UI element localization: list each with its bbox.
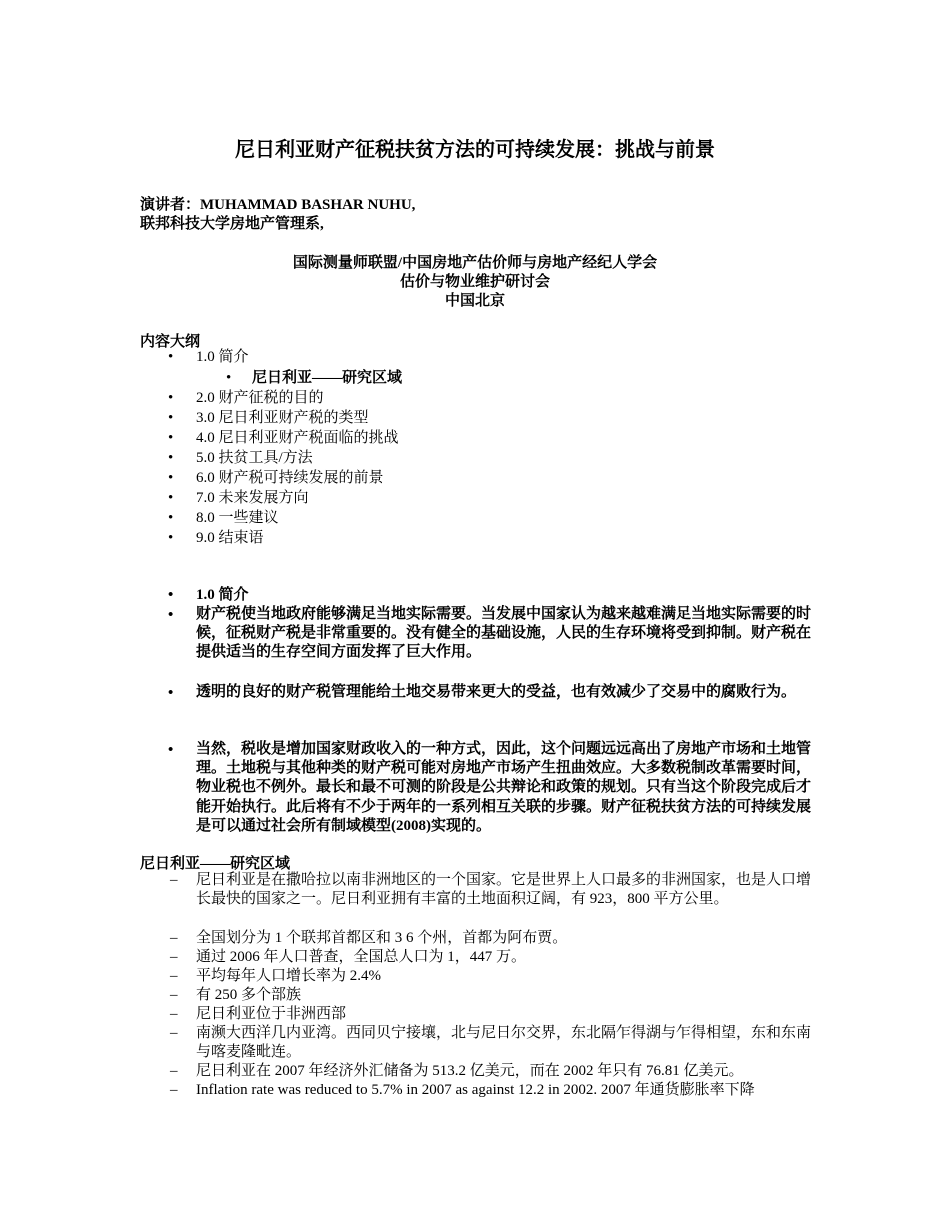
outline-heading: 内容大纲	[140, 334, 201, 350]
dash-icon: –	[170, 949, 178, 965]
dash-icon: –	[170, 968, 178, 984]
outline-item: 9.0 结束语	[196, 530, 264, 546]
dash-icon: –	[170, 1063, 178, 1079]
intro-paragraph: 透明的良好的财产税管理能给土地交易带来更大的受益，也有效减少了交易中的腐败行为。	[196, 684, 797, 700]
bullet-icon: •	[168, 430, 174, 446]
bullet-icon: •	[226, 370, 232, 386]
dash-icon: –	[170, 930, 178, 946]
outline-item: 7.0 未来发展方向	[196, 490, 309, 506]
speaker-name: 演讲者：MUHAMMAD BASHAR NUHU,	[140, 197, 416, 213]
bullet-icon: •	[168, 410, 174, 426]
outline-sub-item: 尼日利亚——研究区域	[252, 370, 403, 386]
outline-item: 1.0 简介	[196, 349, 249, 365]
study-item: 平均每年人口增长率为 2.4%	[196, 968, 381, 984]
study-area-heading: 尼日利亚——研究区域	[140, 856, 291, 872]
bullet-icon: •	[168, 349, 174, 365]
outline-item: 5.0 扶贫工具/方法	[196, 450, 313, 466]
dash-icon: –	[170, 1082, 178, 1098]
intro-paragraph: 财产税使当地政府能够满足当地实际需要。当发展中国家认为越来越难满足当地实际需要的时候，征税财产税是非常重要的。没有健全的基础设施，人民的生存环境将受到抑制。财产税在提供适当的生存空间方面发挥了巨大作用。	[196, 606, 812, 661]
seminar-name: 估价与物业维护研讨会	[399, 274, 550, 290]
study-item: Inflation rate was reduced to 5.7% in 2007 as against 12.2 in 2002. 2007 年通货膨胀率下降	[196, 1082, 755, 1098]
bullet-icon: •	[168, 390, 174, 406]
bullet-icon: •	[168, 685, 174, 701]
intro-paragraph: 当然，税收是增加国家财政收入的一种方式，因此，这个问题远远高出了房地产市场和土地管理。土地税与其他种类的财产税可能对房地产市场产生扭曲效应。大多数税制改革需要时间，物业税也不例外。最长和最不可测的阶段是公共辩论和政策的规划。只有当这个阶段完成后才能开始执行。此后将有不少于两年的一系列相互关联的步骤。财产征税扶贫方法的可持续发展是可以通过社会所有制域模型(2008)实现的。	[196, 741, 812, 834]
outline-item: 3.0 尼日利亚财产税的类型	[196, 410, 369, 426]
study-item: 尼日利亚位于非洲西部	[196, 1006, 347, 1022]
outline-item: 4.0 尼日利亚财产税面临的挑战	[196, 430, 399, 446]
location: 中国北京	[444, 293, 505, 309]
study-item: 尼日利亚在 2007 年经济外汇储备为 513.2 亿美元，而在 2002 年只有 76.81 亿美元。	[196, 1063, 744, 1079]
outline-item: 8.0 一些建议	[196, 510, 279, 526]
bullet-icon: •	[168, 587, 174, 603]
organizer-block	[0, 254, 950, 311]
bullet-icon: •	[168, 510, 174, 526]
bullet-icon: •	[168, 490, 174, 506]
outline-item: 6.0 财产税可持续发展的前景	[196, 470, 384, 486]
bullet-icon: •	[168, 530, 174, 546]
intro-heading: 1.0 简介	[196, 587, 249, 603]
study-item: 全国划分为 1 个联邦首都区和 3 6 个州，首都为阿布贾。	[196, 930, 568, 946]
bullet-icon: •	[168, 470, 174, 486]
study-item: 尼日利亚是在撒哈拉以南非洲地区的一个国家。它是世界上人口最多的非洲国家，也是人口增长最快的国家之一。尼日利亚拥有丰富的土地面积辽阔，有 923，800 平方公里。	[196, 872, 812, 907]
dash-icon: –	[170, 1006, 178, 1022]
bullet-icon: •	[168, 607, 174, 623]
outline-item: 2.0 财产征税的目的	[196, 390, 324, 406]
document-title: 尼日利亚财产征税扶贫方法的可持续发展：挑战与前景	[235, 139, 715, 161]
study-item: 南濒大西洋几内亚湾。西同贝宁接壤，北与尼日尔交界，东北隔乍得湖与乍得相望，东和东南与喀麦隆毗连。	[196, 1025, 812, 1060]
study-item: 有 250 多个部族	[196, 987, 302, 1003]
organizer-line: 国际测量师联盟/中国房地产估价师与房地产经纪人学会	[292, 255, 658, 271]
dash-icon: –	[170, 987, 178, 1003]
dash-icon: –	[170, 1025, 178, 1041]
study-item: 通过 2006 年人口普查，全国总人口为 1，447 万。	[196, 949, 527, 965]
bullet-icon: •	[168, 450, 174, 466]
speaker-affiliation: 联邦科技大学房地产管理系,	[140, 216, 324, 232]
dash-icon: –	[170, 872, 178, 888]
bullet-icon: •	[168, 742, 174, 758]
speaker-block	[140, 196, 415, 234]
